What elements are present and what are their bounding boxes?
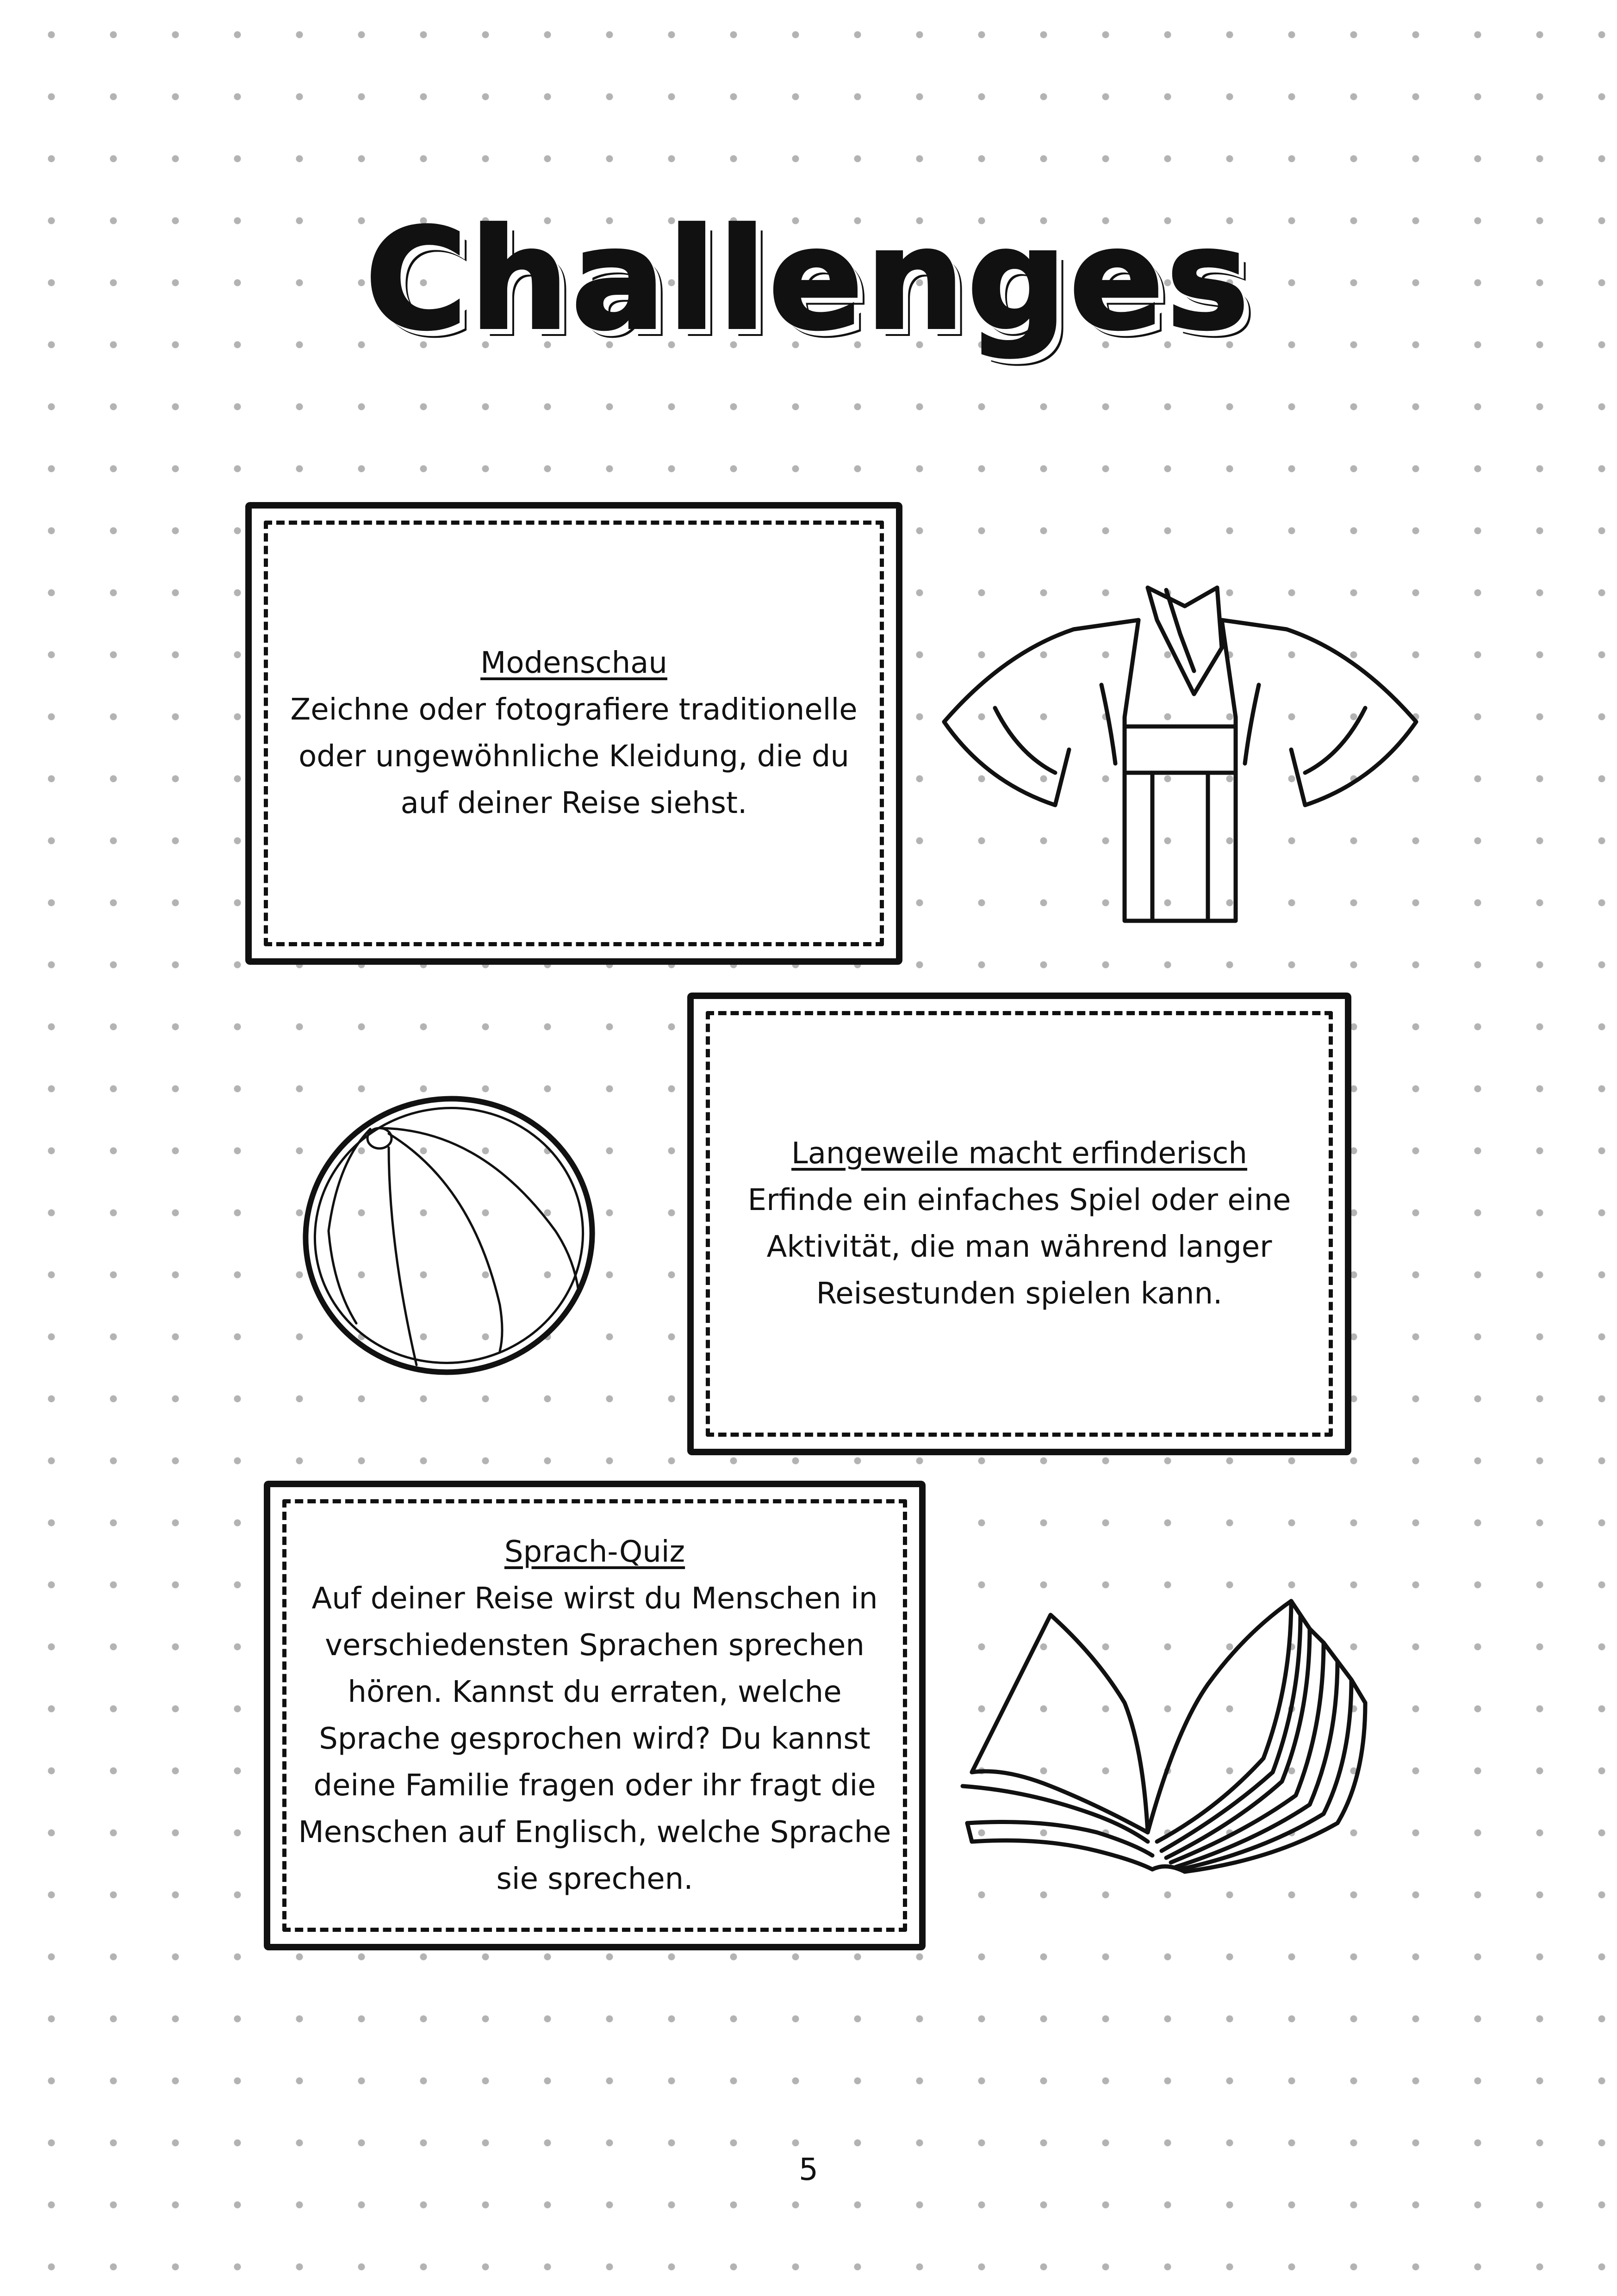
challenge-description: Zeichne oder fotografiere traditionelle oder ungewöhnliche Kleidung, die du auf deiner Reise siehst. xyxy=(290,693,858,820)
challenge-card-modenschau xyxy=(245,502,902,965)
open-book-icon xyxy=(958,1592,1384,1874)
challenge-description: Auf deiner Reise wirst du Menschen in verschiedensten Sprachen sprechen hören. Kannst du erraten, welche Sprache gesprochen wird? Du kannst deine Familie fragen oder ihr fragt die Menschen auf Englisch, welche Sprache sie sprechen. xyxy=(298,1581,891,1896)
challenge-heading: Sprach-Quiz xyxy=(504,1534,685,1569)
page-number: 5 xyxy=(799,2152,818,2187)
kimono-icon xyxy=(935,578,1425,930)
challenge-card-sprach-quiz xyxy=(264,1481,926,1950)
challenge-description: Erfinde ein einfaches Spiel oder eine Aktivität, die man während langer Reisestunden spielen kann. xyxy=(747,1183,1291,1311)
beach-ball-icon xyxy=(296,1092,602,1379)
challenge-heading: Langeweile macht erfinderisch xyxy=(791,1136,1247,1171)
challenge-card-langeweile xyxy=(687,993,1351,1455)
challenge-heading: Modenschau xyxy=(480,646,667,680)
page-title: Challenges xyxy=(365,199,1252,360)
